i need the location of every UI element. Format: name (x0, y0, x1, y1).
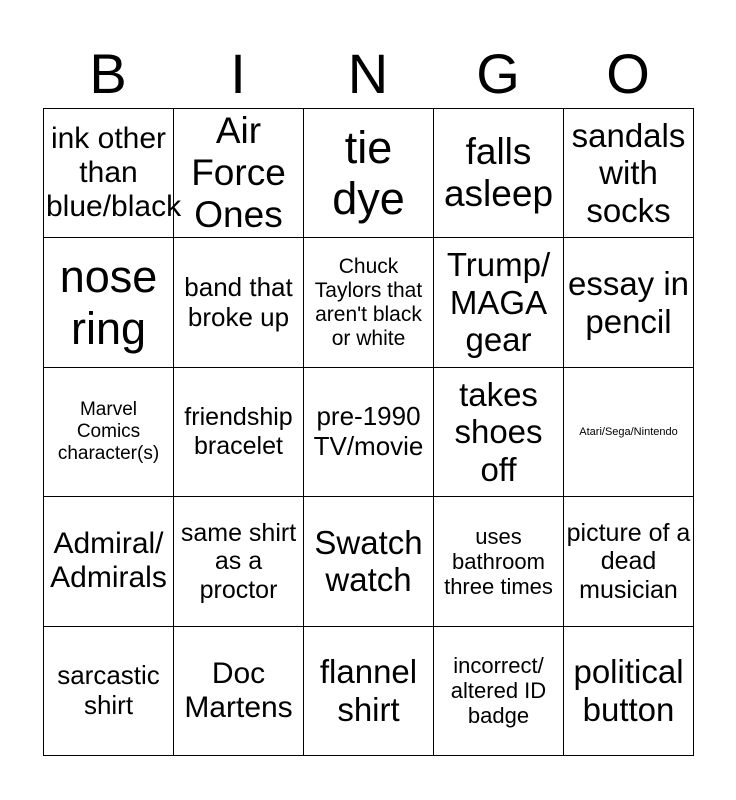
bingo-cell[interactable]: Chuck Taylors that aren't black or white (304, 238, 434, 367)
bingo-cell[interactable]: band that broke up (174, 238, 304, 367)
bingo-cell[interactable]: pre-1990 TV/movie (304, 367, 434, 496)
bingo-cell[interactable]: incorrect/ altered ID badge (434, 626, 564, 755)
bingo-cell[interactable]: sandals with socks (564, 109, 694, 238)
bingo-header (43, 40, 693, 108)
bingo-cell[interactable]: Atari/Sega/Nintendo (564, 367, 694, 496)
bingo-cell[interactable]: tie dye (304, 109, 434, 238)
bingo-cell[interactable]: Trump/ MAGA gear (434, 238, 564, 367)
header-letter-i: I (230, 42, 246, 105)
header-letter-g: G (476, 42, 520, 105)
bingo-board (43, 108, 694, 756)
bingo-cell[interactable]: political button (564, 626, 694, 755)
bingo-cell[interactable]: nose ring (44, 238, 174, 367)
header-letter-b: B (89, 42, 127, 105)
board-row-4 (44, 497, 694, 626)
bingo-cell[interactable]: Marvel Comics character(s) (44, 367, 174, 496)
bingo-cell[interactable]: friendship bracelet (174, 367, 304, 496)
board-row-5 (44, 626, 694, 755)
bingo-cell[interactable]: takes shoes off (434, 367, 564, 496)
header-letter-o: O (606, 42, 650, 105)
bingo-cell[interactable]: falls asleep (434, 109, 564, 238)
bingo-cell[interactable]: sarcastic shirt (44, 626, 174, 755)
bingo-cell[interactable]: Swatch watch (304, 497, 434, 626)
bingo-cell[interactable]: flannel shirt (304, 626, 434, 755)
bingo-cell[interactable]: picture of a dead musician (564, 497, 694, 626)
bingo-cell[interactable]: ink other than blue/black (44, 109, 174, 238)
bingo-cell[interactable]: same shirt as a proctor (174, 497, 304, 626)
board-row-2 (44, 238, 694, 367)
bingo-cell[interactable]: essay in pencil (564, 238, 694, 367)
board-row-1 (44, 109, 694, 238)
bingo-cell[interactable]: Admiral/ Admirals (44, 497, 174, 626)
header-letter-n: N (347, 42, 389, 105)
bingo-cell[interactable]: Doc Martens (174, 626, 304, 755)
bingo-cell[interactable]: uses bathroom three times (434, 497, 564, 626)
board-row-3 (44, 367, 694, 496)
bingo-cell[interactable]: Air Force Ones (174, 109, 304, 238)
